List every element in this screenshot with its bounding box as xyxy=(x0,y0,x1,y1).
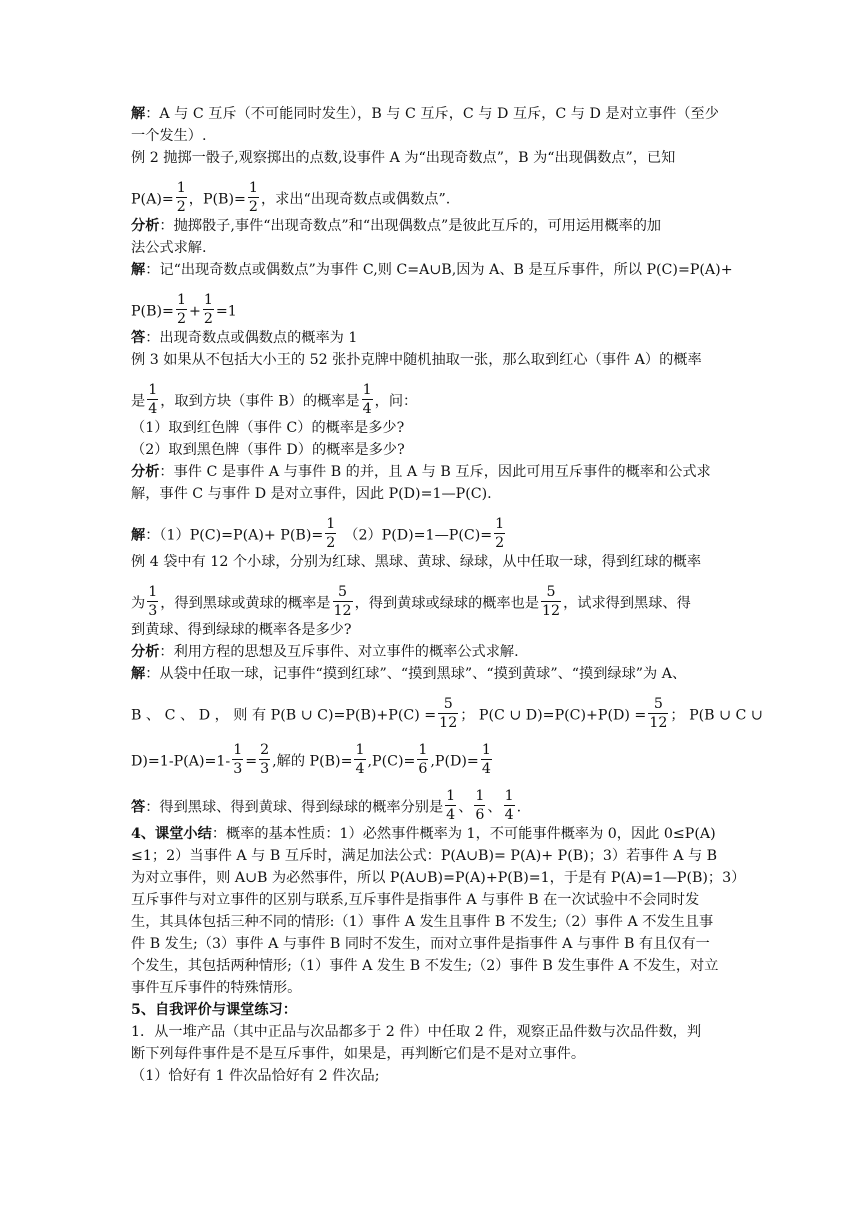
text: ：抛掷骰子,事件“出现奇数点”和“出现偶数点”是彼此互斥的，可用运用概率的加 xyxy=(159,218,662,234)
text: 例 3 如果从不包括大小王的 52 张扑克牌中随机抽取一张，那么取到红心（事件 A）的概率 xyxy=(131,352,702,368)
text: 生，其具体包括三种不同的情形:（1）事件 A 发生且事件 B 不发生;（2）事件 A 不发生且事 xyxy=(131,914,714,930)
denominator: 2 xyxy=(248,199,258,215)
text: ，P(B)= xyxy=(188,191,246,208)
line-35 xyxy=(131,1043,721,1065)
fraction xyxy=(481,741,492,778)
fraction xyxy=(259,741,270,778)
line-24 xyxy=(131,777,721,823)
fraction xyxy=(248,179,259,216)
reply-label: 答 xyxy=(131,799,146,816)
numerator: 2 xyxy=(260,742,270,758)
numerator: 1 xyxy=(504,788,514,804)
text: + xyxy=(188,303,201,320)
answer-label: 解 xyxy=(131,527,146,544)
section-heading: 5、自我评价与课堂练习： xyxy=(131,1002,297,1018)
numerator: 1 xyxy=(481,742,491,758)
fraction xyxy=(648,695,668,732)
line-27 xyxy=(131,867,746,889)
line-21 xyxy=(131,663,721,685)
text: B 、 C 、 D ， 则 有 P(B ∪ C)=P(B)+P(C) = xyxy=(131,707,437,724)
text: ,P(C)= xyxy=(367,753,416,770)
numerator: 5 xyxy=(333,583,353,602)
line-2 xyxy=(131,125,721,147)
denominator: 2 xyxy=(203,311,213,327)
text: 一个发生）. xyxy=(131,128,207,144)
text: 是 xyxy=(131,393,146,410)
denominator: 4 xyxy=(362,401,372,417)
line-23 xyxy=(131,731,721,777)
text: 为 xyxy=(131,595,146,612)
text: ； P(C ∪ D)=P(C)+P(D) = xyxy=(460,707,647,724)
text: ：得到黑球、得到黄球、得到绿球的概率分别是 xyxy=(145,799,444,816)
line-34 xyxy=(131,1021,721,1043)
fraction xyxy=(474,787,485,824)
line-9 xyxy=(131,327,721,349)
text: ，试求得到黑球、得 xyxy=(563,595,691,612)
line-22 xyxy=(131,685,763,731)
numerator: 5 xyxy=(438,695,458,714)
answer-label: 解 xyxy=(131,106,146,122)
line-17 xyxy=(131,551,721,573)
denominator: 12 xyxy=(542,603,561,619)
text: ：记“出现奇数点或偶数点”为事件 C,则 C=A∪B,因为 A、B 是互斥事件，所以 P(C)=P(A)+ xyxy=(145,262,733,278)
numerator: 1 xyxy=(176,180,186,196)
denominator: 12 xyxy=(439,715,458,731)
text: ，求出“出现奇数点或偶数点”. xyxy=(260,191,451,208)
line-20 xyxy=(131,641,721,663)
fraction xyxy=(176,291,187,328)
document-page xyxy=(131,103,763,1087)
line-11 xyxy=(131,371,721,417)
line-13 xyxy=(131,439,721,461)
fraction xyxy=(203,291,214,328)
text: . xyxy=(516,799,522,816)
text: D)=1-P(A)=1- xyxy=(131,753,231,770)
text: ≤1；2）当事件 A 与 B 互斥时，满足加法公式：P(A∪B)= P(A)+ P(B)；3）若事件 A 与 B xyxy=(131,848,718,864)
line-31 xyxy=(131,955,721,977)
answer-label: 解 xyxy=(131,666,146,682)
line-33 xyxy=(131,999,721,1021)
denominator: 4 xyxy=(355,761,365,777)
numerator: 1 xyxy=(326,516,336,532)
text: ,解的 P(B)= xyxy=(272,753,353,770)
denominator: 6 xyxy=(418,761,428,777)
text: （1）取到红色牌（事件 C）的概率是多少? xyxy=(131,420,405,436)
line-5 xyxy=(131,215,721,237)
text: 事件互斥事件的特殊情形。 xyxy=(131,980,302,996)
numerator: 1 xyxy=(446,788,456,804)
text: ：出现奇数点或偶数点的概率为 1 xyxy=(145,330,358,346)
line-4 xyxy=(131,169,721,215)
text: ：利用方程的思想及互斥事件、对立事件的概率公式求解. xyxy=(159,644,519,660)
line-36 xyxy=(131,1065,721,1087)
denominator: 12 xyxy=(333,603,352,619)
text: P(A)= xyxy=(131,191,174,208)
line-12 xyxy=(131,417,721,439)
fraction xyxy=(438,695,458,732)
text: 件 B 发生;（3）事件 A 与事件 B 同时不发生，而对立事件是指事件 A 与事件 B 有且仅有一 xyxy=(131,936,710,952)
numerator: 1 xyxy=(203,292,213,308)
fraction xyxy=(541,583,561,620)
text: ：（1）P(C)=P(A)+ P(B)= xyxy=(145,527,324,544)
fraction xyxy=(325,515,336,552)
numerator: 1 xyxy=(248,180,258,196)
denominator: 6 xyxy=(475,807,485,823)
text: （1）恰好有 1 件次品恰好有 2 件次品; xyxy=(131,1068,380,1084)
text: = xyxy=(245,753,258,770)
text: 例 2 抛掷一骰子,观察掷出的点数,设事件 A 为“出现奇数点”，B 为“出现偶数点”，已知 xyxy=(131,150,676,166)
line-30 xyxy=(131,933,721,955)
line-29 xyxy=(131,911,721,933)
text: 1．从一堆产品（其中正品与次品都多于 2 件）中任取 2 件，观察正品件数与次品件数，判 xyxy=(131,1024,702,1040)
text: 例 4 袋中有 12 个小球，分别为红球、黑球、黄球、绿球，从中任取一球，得到红球的概率 xyxy=(131,554,702,570)
denominator: 2 xyxy=(176,311,186,327)
denominator: 4 xyxy=(148,401,158,417)
analysis-label: 分析 xyxy=(131,644,160,660)
text: ，得到黑球或黄球的概率是 xyxy=(160,595,331,612)
line-19 xyxy=(131,619,721,641)
fraction xyxy=(333,583,353,620)
text: （2）P(D)=1—P(C)= xyxy=(344,527,493,544)
text: 到黄球、得到绿球的概率各是多少? xyxy=(131,622,352,638)
text: ：A 与 C 互斥（不可能同时发生），B 与 C 互斥，C 与 D 互斥，C 与 D 是对立事件（至少 xyxy=(145,106,719,122)
fraction xyxy=(147,583,158,620)
fraction xyxy=(417,741,428,778)
text: 、 xyxy=(487,799,502,816)
text: 断下列每件事件是不是互斥事件，如果是，再判断它们是不是对立事件。 xyxy=(131,1046,586,1062)
text: ，取到方块（事件 B）的概率是 xyxy=(160,393,360,410)
line-28 xyxy=(131,889,721,911)
denominator: 4 xyxy=(481,761,491,777)
denominator: 3 xyxy=(233,761,243,777)
text: ，问： xyxy=(374,393,418,410)
numerator: 1 xyxy=(148,584,158,600)
fraction xyxy=(362,381,373,418)
denominator: 4 xyxy=(446,807,456,823)
analysis-label: 分析 xyxy=(131,464,160,480)
numerator: 1 xyxy=(495,516,505,532)
fraction xyxy=(354,741,365,778)
text: ； P(B ∪ C ∪ xyxy=(670,707,763,724)
fraction xyxy=(147,381,158,418)
text: 为对立事件，则 A∪B 为必然事件，所以 P(A∪B)=P(A)+P(B)=1，于是有 P(A)=1—P(B)；3） xyxy=(131,870,746,886)
answer-label: 解 xyxy=(131,262,146,278)
line-15 xyxy=(131,483,721,505)
numerator: 1 xyxy=(148,382,158,398)
line-3 xyxy=(131,147,721,169)
numerator: 1 xyxy=(475,788,485,804)
numerator: 5 xyxy=(541,583,561,602)
text: 解，事件 C 与事件 D 是对立事件，因此 P(D)=1—P(C). xyxy=(131,486,492,502)
denominator: 2 xyxy=(176,199,186,215)
text: ：从袋中任取一球，记事件“摸到红球”、“摸到黑球”、“摸到黄球”、“摸到绿球”为 A、 xyxy=(145,666,687,682)
text: 个发生，其包括两种情形;（1）事件 A 发生 B 不发生;（2）事件 B 发生事件 A 不发生，对立 xyxy=(131,958,719,974)
fraction xyxy=(494,515,505,552)
line-1 xyxy=(131,103,721,125)
denominator: 2 xyxy=(326,535,336,551)
text: 互斥事件与对立事件的区别与联系,互斥事件是指事件 A 与事件 B 在一次试验中不会同时发 xyxy=(131,892,700,908)
denominator: 3 xyxy=(260,761,270,777)
denominator: 2 xyxy=(495,535,505,551)
text: （2）取到黑色牌（事件 D）的概率是多少? xyxy=(131,442,405,458)
line-26 xyxy=(131,845,721,867)
denominator: 4 xyxy=(504,807,514,823)
line-6 xyxy=(131,237,721,259)
numerator: 1 xyxy=(362,382,372,398)
analysis-label: 分析 xyxy=(131,218,160,234)
fraction xyxy=(232,741,243,778)
line-16 xyxy=(131,505,721,551)
section-heading: 4、课堂小结 xyxy=(131,826,212,842)
text: ,P(D)= xyxy=(430,753,479,770)
text: P(B)= xyxy=(131,303,174,320)
text: =1 xyxy=(215,303,237,320)
line-14 xyxy=(131,461,721,483)
fraction xyxy=(504,787,515,824)
line-10 xyxy=(131,349,721,371)
numerator: 1 xyxy=(233,742,243,758)
denominator: 3 xyxy=(148,603,158,619)
text: 法公式求解. xyxy=(131,240,207,256)
text: 、 xyxy=(458,799,473,816)
denominator: 12 xyxy=(649,715,668,731)
text: ：事件 C 是事件 A 与事件 B 的并，且 A 与 B 互斥，因此可用互斥事件的概率和公式求 xyxy=(159,464,711,480)
line-32 xyxy=(131,977,721,999)
line-25 xyxy=(131,823,721,845)
text: ，得到黄球或绿球的概率也是 xyxy=(354,595,540,612)
fraction xyxy=(445,787,456,824)
line-7 xyxy=(131,259,733,281)
numerator: 5 xyxy=(648,695,668,714)
reply-label: 答 xyxy=(131,330,146,346)
fraction xyxy=(176,179,187,216)
line-8 xyxy=(131,281,721,327)
numerator: 1 xyxy=(176,292,186,308)
numerator: 1 xyxy=(355,742,365,758)
numerator: 1 xyxy=(418,742,428,758)
text: ：概率的基本性质：1）必然事件概率为 1，不可能事件概率为 0，因此 0≤P(A) xyxy=(211,826,716,842)
line-18 xyxy=(131,573,721,619)
